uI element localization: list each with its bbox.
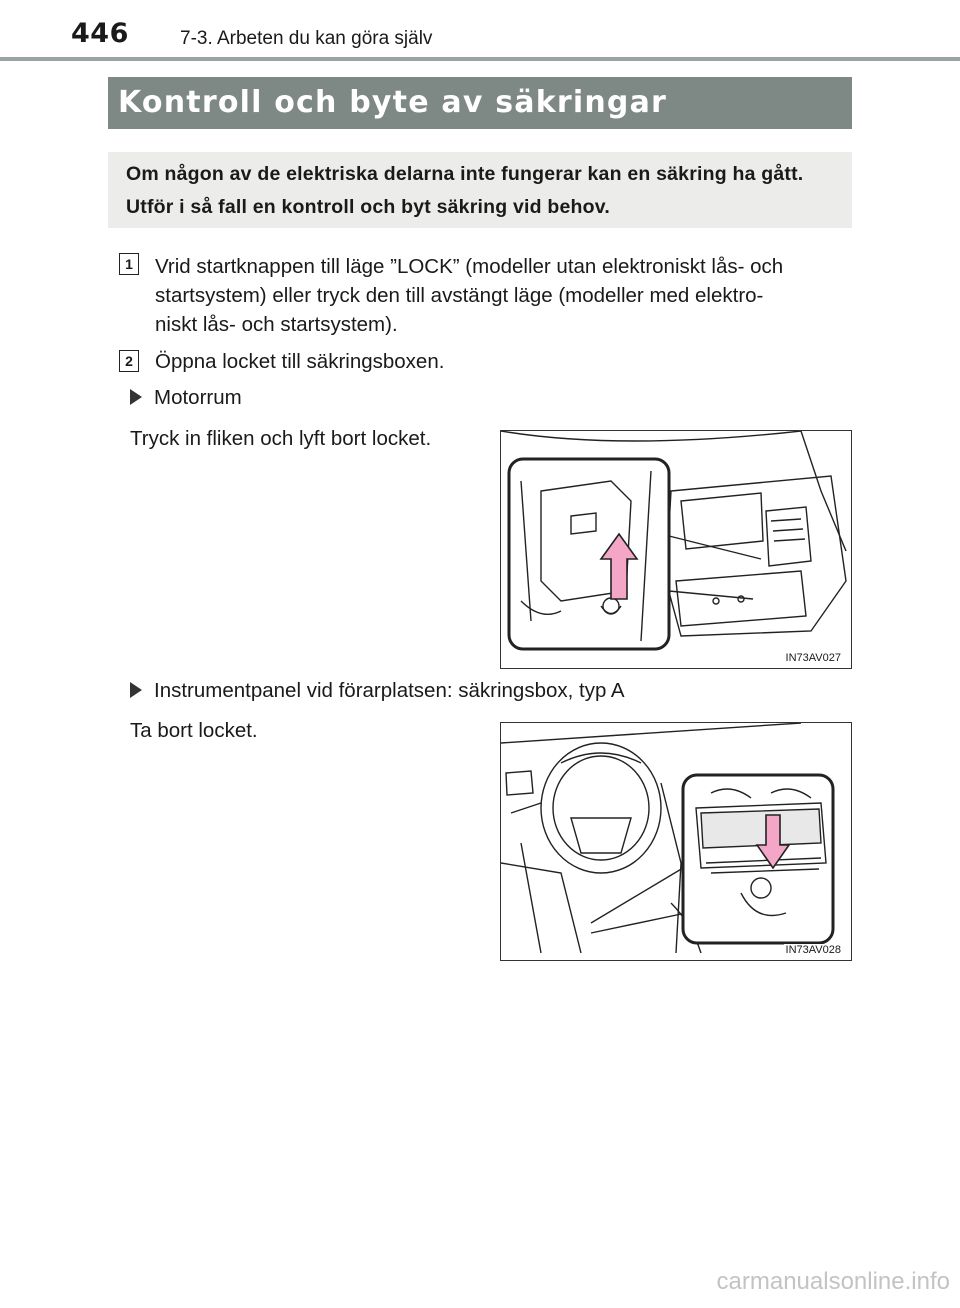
step-number-1: 1 [119, 253, 139, 275]
step-1-text [155, 252, 855, 339]
step-1-line: startsystem) eller tryck den till avstängt läge (modeller med elektro- [155, 284, 764, 307]
header-rule [0, 57, 960, 61]
engine-fuse-box-illustration [500, 430, 852, 669]
bullet-heading: Motorrum [154, 386, 242, 409]
dashboard-fuse-box-illustration [500, 722, 852, 961]
section-title: Kontroll och byte av säkringar [118, 85, 668, 120]
figure-label: IN73AV027 [785, 652, 841, 664]
triangle-bullet-icon [130, 389, 142, 405]
bullet-heading: Instrumentpanel vid förarplatsen: säkringsbox, typ A [154, 679, 625, 702]
instruction-instrumentpanel: Ta bort locket. [130, 719, 258, 742]
dashboard-drawing [501, 723, 851, 960]
intro-box [108, 152, 852, 228]
watermark[interactable]: carmanualsonline.info [716, 1268, 950, 1295]
step-2-line: Öppna locket till säkringsboxen. [155, 350, 445, 373]
bullet-motorrum [130, 383, 242, 412]
engine-bay-drawing [501, 431, 851, 668]
chapter-title: 7-3. Arbeten du kan göra själv [180, 28, 433, 49]
intro-text: Om någon av de elektriska delarna inte fungerar kan en säkring ha gått. Utför i så fall en kontroll och byt säkring vid behov. [126, 163, 804, 218]
step-1-line: niskt lås- och startsystem). [155, 313, 398, 336]
step-1-line: Vrid startknappen till läge ”LOCK” (modeller utan elektroniskt lås- och [155, 255, 784, 278]
instruction-motorrum: Tryck in fliken och lyft bort locket. [130, 427, 432, 450]
figure-label: IN73AV028 [785, 944, 841, 956]
section-title-bar [108, 77, 852, 129]
bullet-instrumentpanel [130, 676, 625, 705]
triangle-bullet-icon [130, 682, 142, 698]
step-number-2: 2 [119, 350, 139, 372]
step-2-text [155, 347, 855, 376]
page-number: 446 [71, 18, 129, 49]
